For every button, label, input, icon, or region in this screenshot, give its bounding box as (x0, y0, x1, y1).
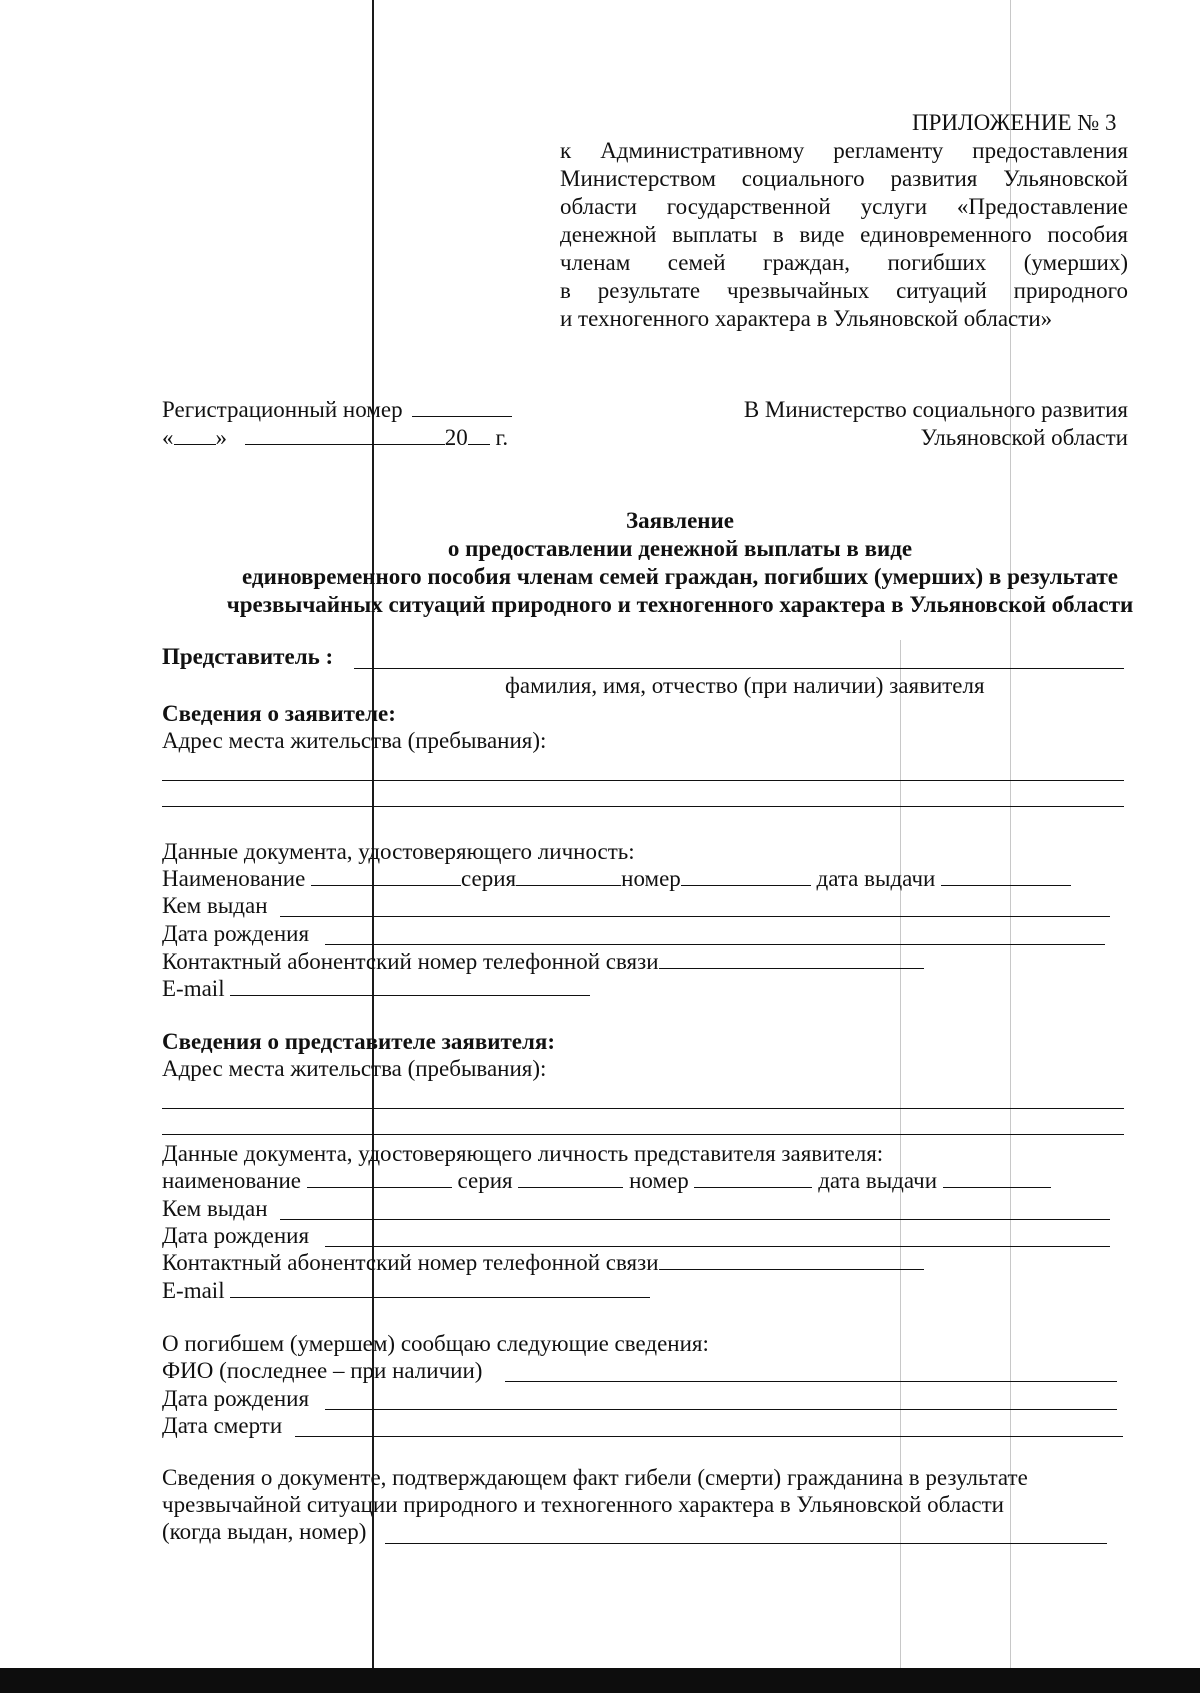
death-doc-field[interactable] (385, 1543, 1107, 1544)
rep-phone-field[interactable] (659, 1249, 924, 1270)
scan-artifact-vertical-line (372, 0, 374, 1668)
doc-issue-date-field[interactable] (941, 865, 1071, 886)
document-subtitle-2: единовременного пособия членам семей граждан, погибших (умерших) в результате (242, 564, 1118, 589)
deceased-death-date-field[interactable] (295, 1436, 1123, 1437)
death-doc-line-3: (когда выдан, номер) (162, 1519, 367, 1544)
registration-number-row (162, 396, 512, 424)
document-title: Заявление (625, 508, 735, 533)
applicant-email-label: E-mail (162, 976, 225, 1001)
appendix-line: денежной выплаты в виде единовременного пособия (560, 222, 1128, 247)
appendix-line: Министерством социального развития Ульяновской (560, 166, 1128, 191)
year-suffix: г. (495, 425, 509, 450)
rep-issued-by-field[interactable] (280, 1219, 1110, 1220)
deceased-intro: О погибшем (умершем) сообщаю следующие сведения: (162, 1331, 709, 1356)
registration-year-field[interactable] (468, 424, 490, 445)
appendix-line: к Административному регламенту предоставления (560, 138, 1128, 163)
deceased-fio-label: ФИО (последнее – при наличии) (162, 1358, 483, 1383)
registration-date-row (162, 424, 508, 452)
rep-address-field-1[interactable] (162, 1108, 1124, 1109)
applicant-phone-row (162, 948, 924, 976)
deceased-death-date-label: Дата смерти (162, 1413, 283, 1438)
rep-email-row (162, 1277, 650, 1305)
applicant-address-field-1[interactable] (162, 780, 1124, 781)
rep-doc-issue-date-field[interactable] (943, 1167, 1051, 1188)
rep-doc-series-label: серия (457, 1168, 513, 1193)
registration-day-field[interactable] (174, 424, 216, 445)
rep-email-field[interactable] (230, 1277, 650, 1298)
rep-address-label: Адрес места жительства (пребывания): (162, 1056, 547, 1081)
scan-artifact-bottom-bar (0, 1668, 1200, 1693)
year-prefix: 20 (444, 425, 468, 450)
deceased-birth-date-label: Дата рождения (162, 1386, 310, 1411)
appendix-line: и техногенного характера в Ульяновской области» (560, 306, 1053, 331)
applicant-birth-date-label: Дата рождения (162, 921, 310, 946)
rep-doc-series-field[interactable] (518, 1167, 623, 1188)
rep-issued-by-label: Кем выдан (162, 1196, 268, 1221)
appendix-line: в результате чрезвычайных ситуаций природного (560, 278, 1128, 303)
death-doc-line-1: Сведения о документе, подтверждающем факт гибели (смерти) гражданина в результате (162, 1465, 1028, 1490)
appendix-text (560, 137, 1128, 333)
applicant-email-row (162, 975, 590, 1003)
date-close-quote: » (215, 425, 227, 450)
rep-birth-date-label: Дата рождения (162, 1223, 310, 1248)
date-open-quote: « (162, 425, 174, 450)
registration-month-field[interactable] (245, 424, 445, 445)
applicant-doc-title: Данные документа, удостоверяющего личность: (162, 839, 635, 864)
rep-phone-row (162, 1249, 924, 1277)
applicant-address-label: Адрес места жительства (пребывания): (162, 728, 547, 753)
rep-doc-row (162, 1167, 1051, 1195)
applicant-email-field[interactable] (230, 975, 590, 996)
doc-number-field[interactable] (681, 865, 811, 886)
deceased-fio-field[interactable] (505, 1381, 1117, 1382)
rep-doc-name-label: наименование (162, 1168, 301, 1193)
representative-caption: фамилия, имя, отчество (при наличии) заявителя (505, 673, 985, 698)
doc-name-field[interactable] (311, 865, 461, 886)
appendix-line: членам семей граждан, погибших (умерших) (560, 250, 1128, 275)
addressee-line-2: Ульяновской области (920, 425, 1128, 450)
rep-doc-number-field[interactable] (694, 1167, 812, 1188)
representative-label: Представитель : (162, 644, 334, 669)
applicant-section-title: Сведения о заявителе: (162, 701, 396, 726)
appendix-title: ПРИЛОЖЕНИЕ № 3 (912, 110, 1117, 135)
rep-phone-label: Контактный абонентский номер телефонной связи (162, 1250, 659, 1275)
applicant-issued-by-field[interactable] (280, 916, 1110, 917)
appendix-line: области государственной услуги «Предоставление (560, 194, 1128, 219)
rep-address-field-2[interactable] (162, 1134, 1124, 1135)
applicant-address-field-2[interactable] (162, 806, 1124, 807)
applicant-birth-date-field[interactable] (325, 944, 1105, 945)
death-doc-line-2: чрезвычайной ситуации природного и техногенного характера в Ульяновской области (162, 1492, 1004, 1517)
addressee-line-1: В Министерство социального развития (743, 397, 1128, 422)
applicant-doc-row (162, 865, 1071, 893)
doc-number-label: номер (621, 866, 681, 891)
doc-series-field[interactable] (516, 865, 621, 886)
rep-doc-issue-date-label: дата выдачи (818, 1168, 938, 1193)
doc-issue-date-label: дата выдачи (816, 866, 936, 891)
doc-series-label: серия (461, 866, 517, 891)
representative-field[interactable] (354, 668, 1124, 669)
registration-number-field[interactable] (412, 396, 512, 417)
applicant-phone-label: Контактный абонентский номер телефонной связи (162, 949, 659, 974)
rep-doc-title: Данные документа, удостоверяющего личность представителя заявителя: (162, 1141, 884, 1166)
rep-doc-number-label: номер (629, 1168, 689, 1193)
rep-birth-date-field[interactable] (325, 1246, 1110, 1247)
registration-number-label: Регистрационный номер (162, 397, 403, 422)
document-subtitle-3: чрезвычайных ситуаций природного и техногенного характера в Ульяновской области (226, 592, 1134, 617)
applicant-issued-by-label: Кем выдан (162, 893, 268, 918)
rep-section-title: Сведения о представителе заявителя: (162, 1029, 556, 1054)
rep-doc-name-field[interactable] (307, 1167, 452, 1188)
doc-name-label: Наименование (162, 866, 306, 891)
deceased-birth-date-field[interactable] (325, 1409, 1117, 1410)
applicant-phone-field[interactable] (659, 948, 924, 969)
document-subtitle-1: о предоставлении денежной выплаты в виде (447, 536, 913, 561)
rep-email-label: E-mail (162, 1278, 225, 1303)
